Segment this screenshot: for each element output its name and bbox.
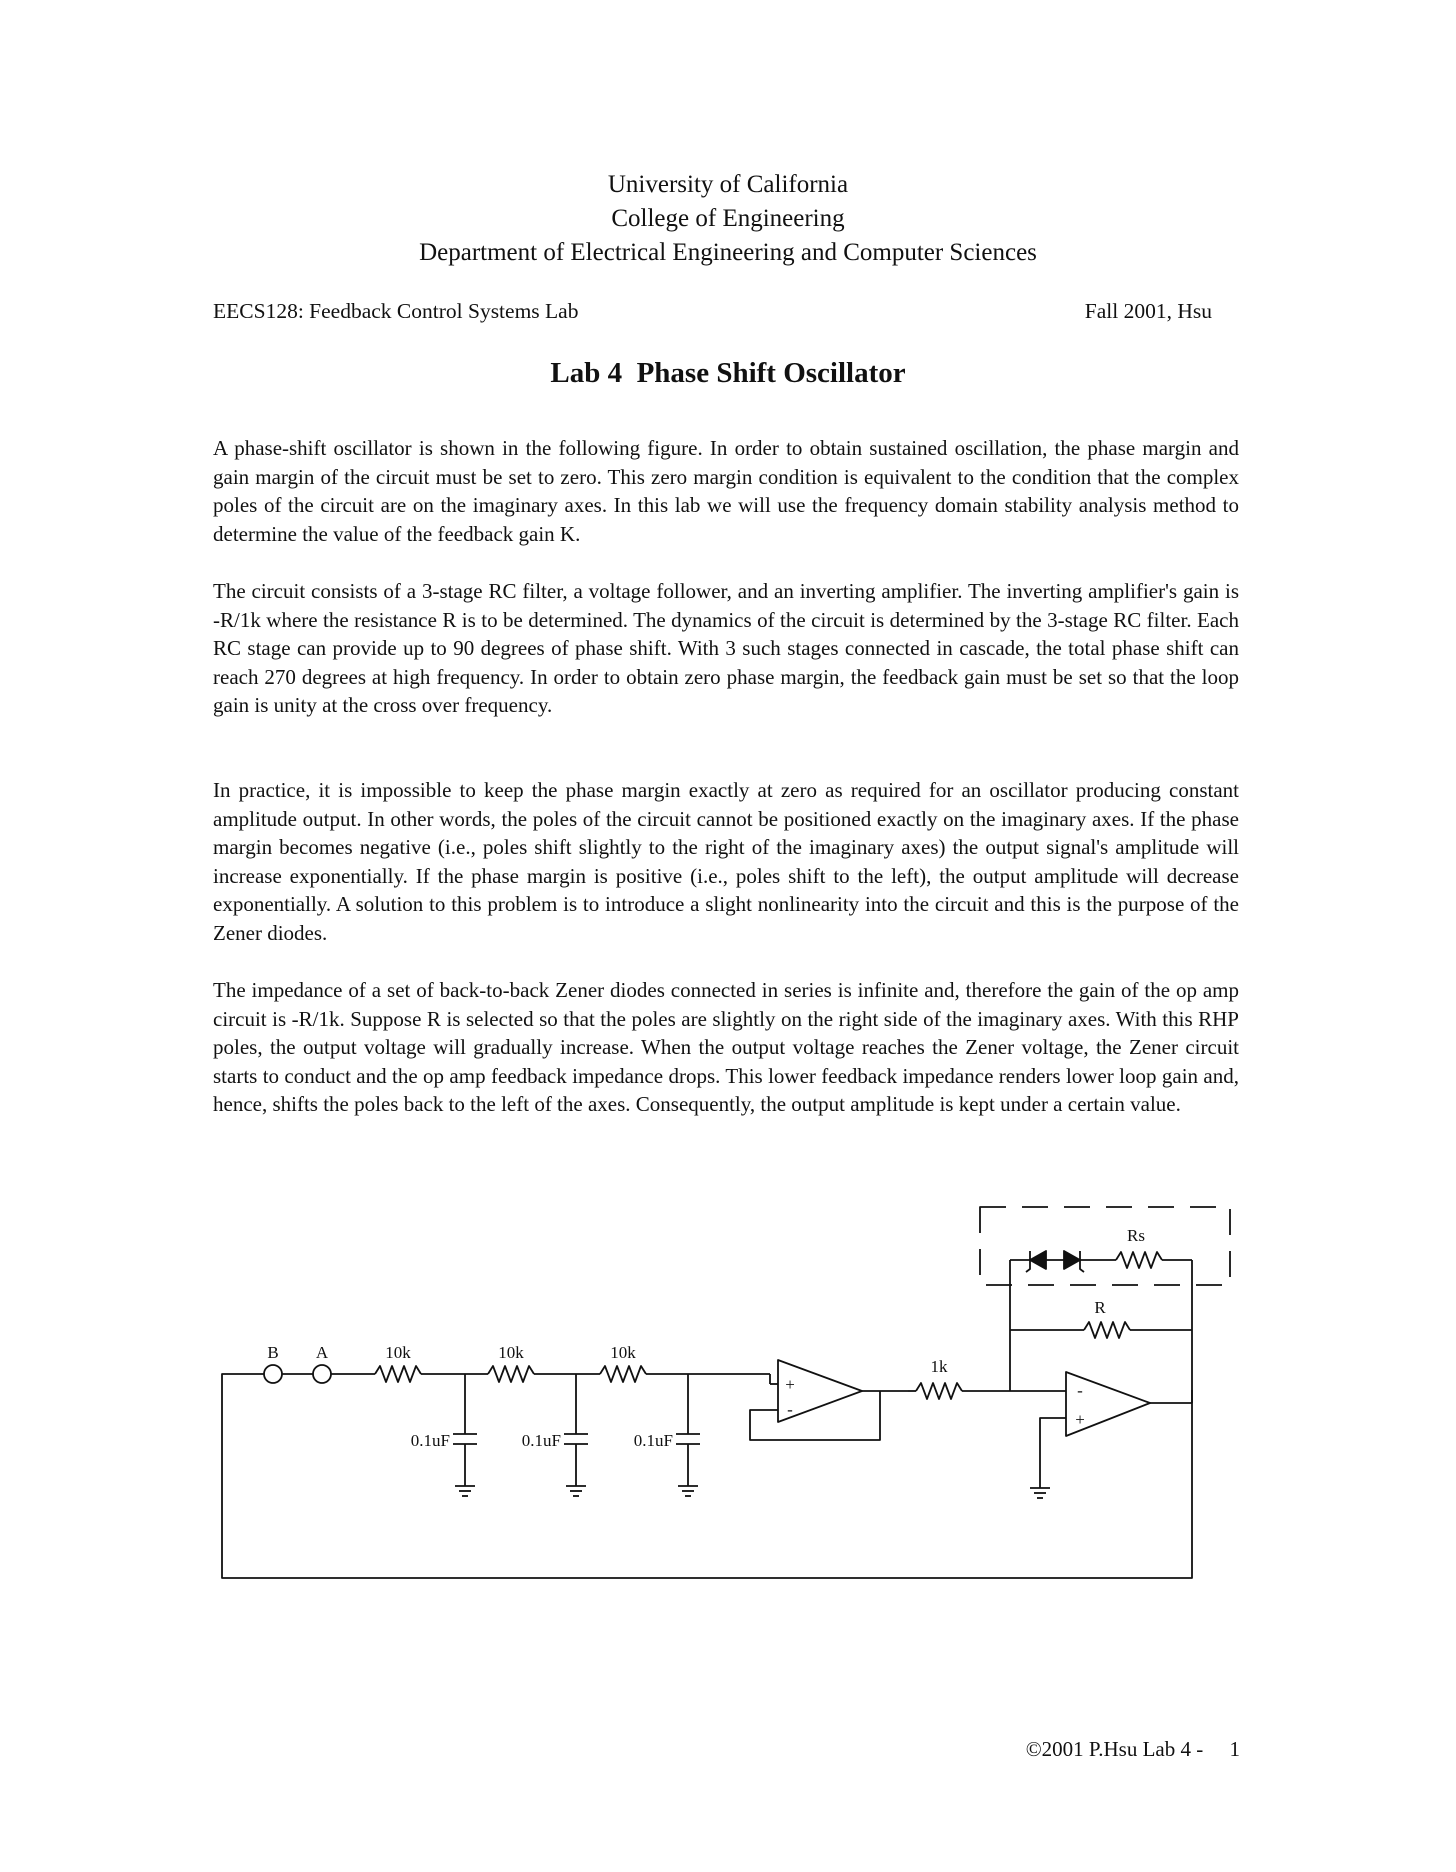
page-footer: ©2001 P.Hsu Lab 4 - 1 [1025, 1737, 1240, 1761]
feedback-loop-wire [222, 1374, 1192, 1578]
terminal-b [264, 1365, 282, 1383]
header-college: College of Engineering [611, 205, 845, 232]
label-resistor-1: 10k [385, 1343, 411, 1362]
label-feedback-resistor: R [1094, 1298, 1106, 1317]
resistor-1k [916, 1383, 962, 1399]
follower-plus: + [785, 1375, 795, 1394]
paragraph-intro: A phase-shift oscillator is shown in the following figure. In order to obtain sustained oscillation, the phase margin and gain margin of the circuit must be set to zero. This zero margin condition is equivalent to the condition that the complex poles of the circuit are on the imaginary axes. In this lab we will use the frequency domain stability analysis method to determine the value of the feedback gain K. [213, 436, 1239, 546]
resistor-10k-1 [375, 1366, 421, 1382]
zener-diode-1 [1030, 1251, 1046, 1269]
label-resistor-2: 10k [498, 1343, 524, 1362]
label-capacitor-1: 0.1uF [410, 1431, 450, 1450]
course-name: EECS128: Feedback Control Systems Lab [213, 299, 579, 323]
label-input-resistor: 1k [930, 1357, 948, 1376]
page-title: Lab 4 Phase Shift Oscillator [550, 357, 906, 389]
resistor-10k-3 [600, 1366, 646, 1382]
amplifier-plus: + [1075, 1410, 1085, 1429]
term-instructor: Fall 2001, Hsu [1084, 299, 1212, 323]
label-terminal-b: B [267, 1343, 279, 1362]
follower-minus: - [787, 1400, 793, 1419]
label-capacitor-3: 0.1uF [633, 1431, 673, 1450]
resistor-r [1084, 1322, 1130, 1338]
paragraph-zener: The impedance of a set of back-to-back Zener diodes connected in series is infinite and, therefore the gain of the op amp circuit is -R/1k. Suppose R is selected so that the poles are slightly on the right side of the imaginary axes. With this RHP poles, the output voltage will gradually increase. When the output voltage reaches the Zener voltage, the Zener circuit starts to conduct and the op amp feedback impedance drops. This lower feedback impedance renders lower loop gain and, hence, shifts the poles back to the left of the axes. Consequently, the output amplitude is kept under a certain value. [213, 978, 1239, 1116]
header-university: University of California [607, 171, 849, 198]
header-department: Department of Electrical Engineering and Computer Sciences [419, 239, 1037, 266]
terminal-a [313, 1365, 331, 1383]
zener-diode-2 [1064, 1251, 1080, 1269]
label-zener-resistor: Rs [1127, 1226, 1145, 1245]
label-resistor-3: 10k [610, 1343, 636, 1362]
paragraph-circuit: The circuit consists of a 3-stage RC filter, a voltage follower, and an inverting amplifier. The inverting amplifier's gain is -R/1k where the resistance R is to be determined. The dynamics of the circuit is determined by the 3-stage RC filter. Each RC stage can provide up to 90 degrees of phase shift. With 3 such stages connected in cascade, the total phase shift can reach 270 degrees at high frequency. In order to obtain zero phase margin, the feedback gain must be set so that the loop gain is unity at the cross over frequency. [213, 579, 1239, 717]
label-capacitor-2: 0.1uF [521, 1431, 561, 1450]
paragraph-practice: In practice, it is impossible to keep the phase margin exactly at zero as required for an oscillator producing constant amplitude output. In other words, the poles of the circuit cannot be positioned exactly on the imaginary axes. If the phase margin becomes negative (i.e., poles shift slightly to the right of the imaginary axes) the output signal's amplitude will increase exponentially. If the phase margin is positive (i.e., poles shift to the left), the output amplitude will decrease exponentially. A solution to this problem is to introduce a slight nonlinearity into the circuit and this is the purpose of the Zener diodes. [213, 778, 1239, 945]
amplifier-minus: - [1077, 1381, 1083, 1400]
label-terminal-a: A [315, 1343, 329, 1362]
resistor-rs [1116, 1252, 1162, 1268]
resistor-10k-2 [488, 1366, 534, 1382]
